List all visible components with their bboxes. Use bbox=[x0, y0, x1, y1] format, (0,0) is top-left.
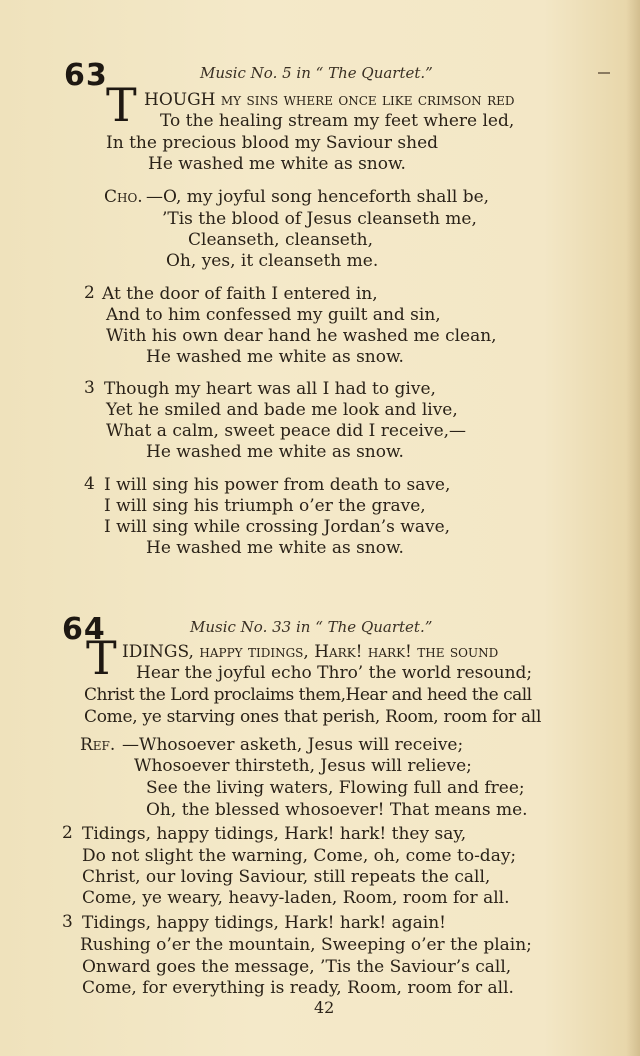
verse-number: 3 bbox=[62, 912, 73, 932]
hymn-64-refrain-line: —Whosoever asketh, Jesus will receive; bbox=[122, 735, 464, 755]
margin-mark bbox=[598, 72, 610, 74]
hymn-64-first-line: IDINGS, happy tidings, Hark! hark! the sound bbox=[122, 642, 499, 662]
hymn-64-verse3-line: Rushing o’er the mountain, Sweeping o’er the plain; bbox=[80, 935, 532, 955]
chorus-label-63: Cho. bbox=[104, 187, 143, 207]
hymn-64-verse3-line: Come, for everything is ready, Room, room for all. bbox=[82, 978, 514, 998]
hymn-63-chorus-line: Cleanseth, cleanseth, bbox=[188, 230, 374, 250]
verse-number: 2 bbox=[84, 283, 95, 303]
hymn-63-verse3-line: What a calm, sweet peace did I receive,— bbox=[106, 421, 467, 441]
music-reference-64: Music No. 33 in “ The Quartet.” bbox=[190, 618, 433, 636]
page-edge-shadow bbox=[626, 0, 640, 1056]
hymn-63-chorus-line: Oh, yes, it cleanseth me. bbox=[166, 251, 379, 271]
hymn-63-verse4-line: I will sing while crossing Jordan’s wave, bbox=[104, 517, 451, 537]
verse-number: 3 bbox=[84, 378, 95, 398]
hymn-63-verse2-line: He washed me white as snow. bbox=[146, 347, 404, 367]
hymn-63-verse4-line: He washed me white as snow. bbox=[146, 538, 404, 558]
hymn-64-verse2-line: Christ, our loving Saviour, still repeats the call, bbox=[82, 867, 491, 887]
hymn-63-verse4-line: I will sing his power from death to save, bbox=[104, 475, 451, 495]
hymn-64-verse1-line: Christ the Lord proclaims them,Hear and heed the call bbox=[84, 685, 532, 705]
hymn-63-verse2-line: At the door of faith I entered in, bbox=[102, 284, 378, 304]
drop-cap-63: T bbox=[106, 78, 137, 132]
hymn-64-verse2-line: Tidings, happy tidings, Hark! hark! they say, bbox=[82, 824, 467, 844]
hymn-64-verse1-line: Hear the joyful echo Thro’ the world resound; bbox=[136, 663, 533, 683]
hymn-63-verse1-line: To the healing stream my feet where led, bbox=[160, 111, 515, 131]
music-reference-63: Music No. 5 in “ The Quartet.” bbox=[200, 64, 433, 82]
hymn-63-chorus-line: —O, my joyful song henceforth shall be, bbox=[146, 187, 490, 207]
hymn-63-verse1-line: He washed me white as snow. bbox=[148, 154, 406, 174]
hymn-63-first-line: HOUGH my sins where once like crimson red bbox=[144, 90, 515, 110]
page-number: 42 bbox=[314, 998, 335, 1017]
verse-number: 2 bbox=[62, 823, 73, 843]
hymn-64-refrain-line: Oh, the blessed whosoever! That means me. bbox=[146, 800, 528, 820]
hymn-64-verse2-line: Come, ye weary, heavy-laden, Room, room for all. bbox=[82, 888, 510, 908]
refrain-label-64: Ref. bbox=[80, 735, 116, 755]
hymn-63-verse4-line: I will sing his triumph o’er the grave, bbox=[104, 496, 426, 516]
hymn-63-verse3-line: Yet he smiled and bade me look and live, bbox=[106, 400, 458, 420]
hymn-63-verse2-line: And to him confessed my guilt and sin, bbox=[106, 305, 441, 325]
hymn-63-verse2-line: With his own dear hand he washed me clean, bbox=[106, 326, 497, 346]
hymn-64-verse3-line: Tidings, happy tidings, Hark! hark! again! bbox=[82, 913, 447, 933]
hymn-64-verse1-line: Come, ye starving ones that perish, Room, room for all bbox=[84, 707, 542, 727]
hymn-63-verse3-line: He washed me white as snow. bbox=[146, 442, 404, 462]
hymn-64-refrain-line: See the living waters, Flowing full and free; bbox=[146, 778, 525, 798]
hymn-63-verse3-line: Though my heart was all I had to give, bbox=[104, 379, 436, 399]
hymn-number-64: 64 bbox=[62, 612, 106, 647]
hymn-64-verse3-line: Onward goes the message, ’Tis the Saviour’s call, bbox=[82, 957, 512, 977]
hymn-63-chorus-line: ’Tis the blood of Jesus cleanseth me, bbox=[162, 209, 477, 229]
hymn-64-verse2-line: Do not slight the warning, Come, oh, come to-day; bbox=[82, 846, 517, 866]
hymn-number-63: 63 bbox=[64, 58, 108, 93]
drop-cap-64: T bbox=[86, 631, 117, 685]
hymn-64-refrain-line: Whosoever thirsteth, Jesus will relieve; bbox=[134, 756, 472, 776]
hymn-63-verse1-line: In the precious blood my Saviour shed bbox=[106, 133, 439, 153]
verse-number: 4 bbox=[84, 474, 95, 494]
